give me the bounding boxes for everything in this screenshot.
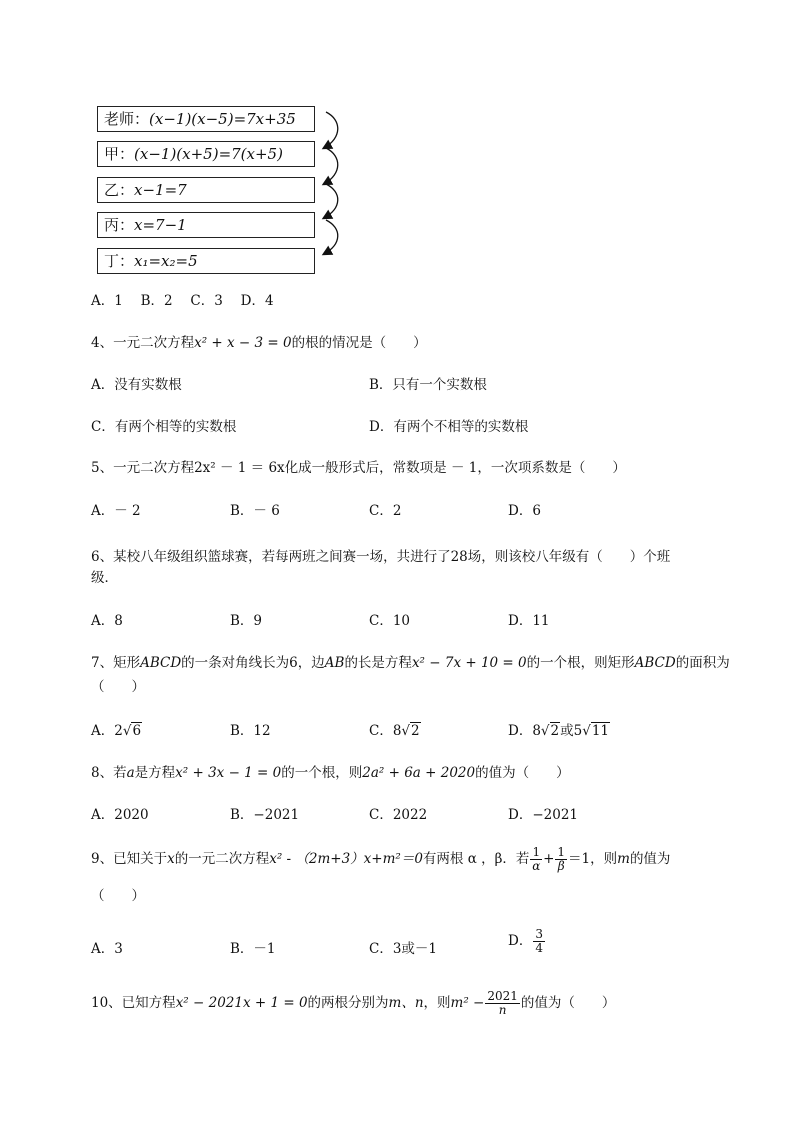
q9-fraction-2-numerator: 1 (557, 845, 566, 859)
q9-option-b: B．－1 (230, 941, 276, 957)
q9-stem-part: 的值为 (629, 851, 671, 867)
q9-variable-m: m (617, 851, 630, 867)
q5-option-d: D．6 (508, 503, 541, 519)
q7-stem-line1 (91, 651, 730, 671)
q7-stem-part: 的长是方程 (344, 655, 412, 671)
q8-expression: 2a² + 6a + 2020 (362, 765, 476, 781)
flow-box-yi (97, 177, 315, 203)
flow-box-expression: x−1=7 (134, 181, 187, 199)
q9-option-c: C．3或－1 (369, 941, 438, 957)
q6-stem-line1: 6、某校八年级组织篮球赛，若每两班之间赛一场，共进行了28场，则该校八年级有（ ）个班 (91, 549, 671, 565)
arrow-3 (324, 184, 338, 218)
q4-stem-part: 4、一元二次方程 (91, 335, 195, 351)
q7-stem-part: 7、矩形 (91, 655, 141, 671)
q7-option-c-radicand: 2 (411, 723, 420, 739)
q6-option-b: B．9 (230, 613, 263, 629)
q9-stem-part: 有两根 α ，β．若 (422, 851, 530, 867)
q4-option-d: D．有两个不相等的实数根 (369, 419, 529, 435)
flow-box-expression: (x−1)(x−5)=7x+35 (149, 110, 296, 128)
q9-fraction-1-numerator: 1 (532, 845, 541, 859)
q4-equation: x² + x − 3 = 0 (194, 335, 292, 351)
q9-stem-part: 9、已知关于 (91, 851, 168, 867)
q3-options: A．1 B．2 C．3 D．4 (91, 293, 274, 309)
q7-stem-line2: （ ） (91, 679, 145, 695)
q7-option-b: B．12 (230, 723, 271, 739)
q7-option-c: C．8√2 (369, 723, 420, 739)
flow-box-bing (97, 212, 315, 238)
q7-stem-part: 的一个根，则矩形 (526, 655, 635, 671)
q10-stem-part: 10、已知方程 (91, 995, 176, 1011)
q4-option-b: B．只有一个实数根 (369, 377, 487, 393)
q9-stem-part: 的一元二次方程 (174, 851, 270, 867)
q5-option-b: B．－ 6 (230, 503, 280, 519)
q10-stem-part: 的值为（ ） (520, 995, 616, 1011)
q9-option-d-prefix: D． (508, 933, 533, 949)
q7-side-name: AB (324, 655, 345, 671)
q7-option-c-prefix: C．8 (369, 723, 402, 739)
q5-option-c: C．2 (369, 503, 402, 519)
q7-option-a-prefix: A．2 (91, 723, 123, 739)
q9-option-d-fraction (533, 928, 545, 955)
q10-fraction (485, 990, 520, 1017)
q9-option-d (508, 928, 546, 955)
q4-option-a: A．没有实数根 (91, 377, 182, 393)
q9-stem-part: ＝1，则 (568, 851, 618, 867)
arrow-1 (324, 112, 338, 148)
q10-expression-m2: m² − (450, 995, 485, 1011)
q8-option-d: D．−2021 (508, 807, 578, 823)
q7-option-d-prefix: D．8 (508, 723, 541, 739)
q9-option-a: A．3 (91, 941, 123, 957)
q9-plus-sign: + (543, 851, 555, 867)
flow-box-teacher (97, 106, 315, 132)
q7-option-a: A．2√6 (91, 723, 142, 739)
arrow-2 (324, 148, 338, 184)
q10-equation: x² − 2021x + 1 = 0 (175, 995, 308, 1011)
q7-option-d-radicand-1: 2 (550, 723, 560, 739)
q9-stem-line1 (91, 846, 670, 873)
q6-option-d: D．11 (508, 613, 550, 629)
q8-option-a: A．2020 (91, 807, 149, 823)
q7-equation: x² − 7x + 10 = 0 (411, 655, 527, 671)
q7-stem-part: 的一条对角线长为6，边 (181, 655, 325, 671)
q8-stem-part: 的值为（ ） (475, 765, 570, 781)
q8-equation: x² + 3x − 1 = 0 (175, 765, 282, 781)
q4-stem (91, 331, 427, 351)
q6-option-a: A．8 (91, 613, 123, 629)
q9-option-d-numerator: 3 (535, 927, 543, 941)
flow-box-expression: (x−1)(x+5)=7(x+5) (134, 145, 283, 163)
q4-stem-part: 的根的情况是（ ） (291, 335, 427, 351)
q10-stem-part: 的两根分别为 (307, 995, 389, 1011)
q7-option-d-radicand-2: 11 (591, 723, 610, 739)
q8-stem (91, 761, 570, 781)
flow-box-jia (97, 141, 315, 167)
q7-stem-part: 的面积为 (675, 655, 730, 671)
flow-box-label: 甲： (104, 145, 135, 163)
q9-fraction-2 (555, 846, 567, 873)
flow-box-expression: x₁=x₂=5 (134, 252, 198, 270)
q10-roots: m、n (388, 995, 424, 1011)
q10-fraction-denominator: n (498, 1003, 507, 1017)
q9-option-d-denominator: 4 (535, 941, 543, 955)
q7-option-d: D．8√2或5√11 (508, 723, 610, 739)
q5-option-a: A．－ 2 (91, 503, 141, 519)
flow-box-label: 乙： (104, 181, 135, 199)
flow-box-ding (97, 248, 315, 274)
q5-stem: 5、一元二次方程2x² － 1 ＝ 6x化成一般形式后，常数项是 － 1，一次项系数是（ ） (91, 460, 626, 476)
flow-box-label: 丙： (104, 216, 135, 234)
q8-option-b: B．−2021 (230, 807, 300, 823)
q7-option-a-radicand: 6 (132, 723, 142, 739)
q7-rect-name: ABCD (634, 655, 676, 671)
flow-box-label: 老师： (104, 110, 150, 128)
flow-box-expression: x=7−1 (134, 216, 187, 234)
q7-option-d-middle: 或5 (560, 723, 583, 739)
q10-stem (91, 990, 615, 1017)
q10-stem-part: ，则 (423, 995, 451, 1011)
q7-rect-name: ABCD (140, 655, 182, 671)
q8-stem-part: 是方程 (134, 765, 176, 781)
q6-stem-line2: 级． (91, 570, 118, 586)
flow-box-label: 丁： (104, 252, 135, 270)
q9-fraction-2-denominator: β (557, 859, 565, 873)
q9-stem-line2: （ ） (91, 888, 145, 904)
q8-variable: a (126, 765, 135, 781)
q9-fraction-1-denominator: α (532, 859, 541, 873)
q4-option-c: C．有两个相等的实数根 (91, 419, 237, 435)
flow-arrows (318, 108, 348, 268)
q8-option-c: C．2022 (369, 807, 428, 823)
q9-variable: x (167, 851, 175, 867)
q9-fraction-1 (530, 846, 542, 873)
q8-stem-part: 的一个根，则 (281, 765, 363, 781)
q9-equation: x² - （2m+3）x+m²＝0 (269, 851, 423, 867)
q8-stem-part: 8、若 (91, 765, 127, 781)
q6-option-c: C．10 (369, 613, 411, 629)
q10-fraction-numerator: 2021 (487, 989, 518, 1003)
arrow-4 (324, 220, 338, 254)
